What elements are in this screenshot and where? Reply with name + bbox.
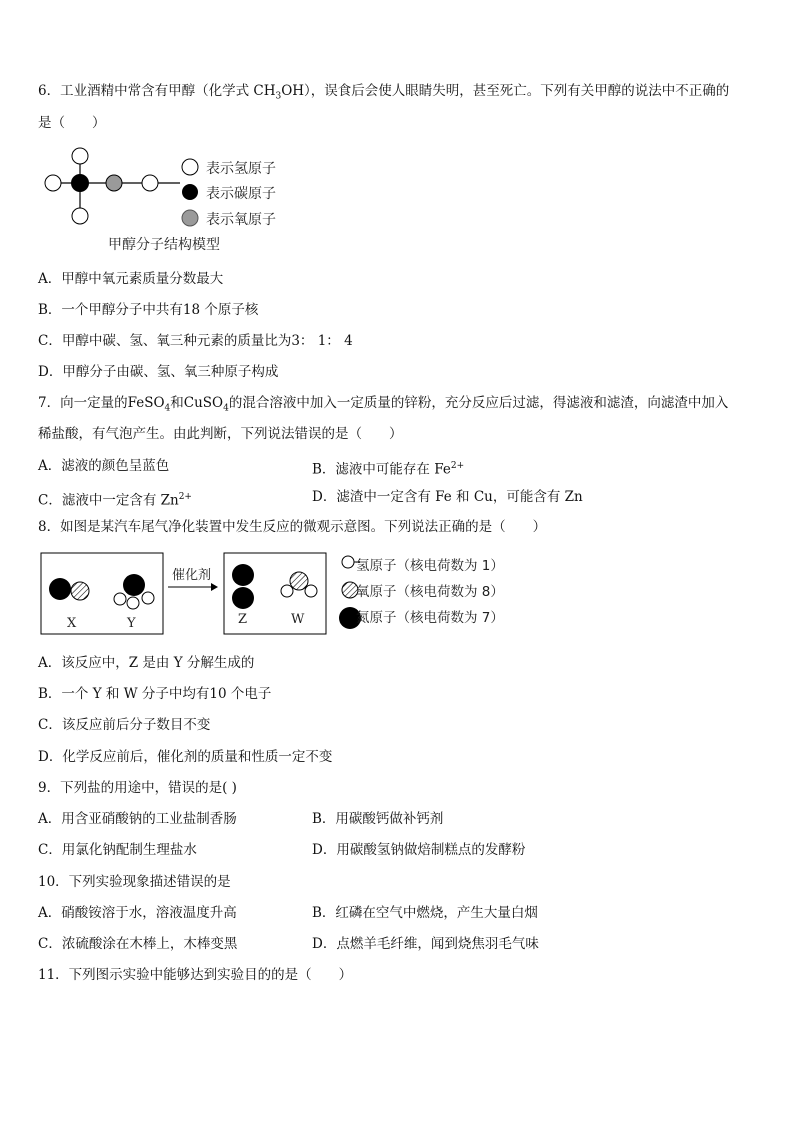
q10-stem: 10．下列实验现象描述错误的是 [38, 874, 231, 890]
hydrogen-atom [127, 597, 139, 609]
label-x: X [67, 616, 77, 631]
q7-stem-line2: 稀盐酸，有气泡产生。由此判断，下列说法错误的是（ ） [38, 426, 403, 442]
q6-option-d: D．甲醇分子由碳、氢、氧三种原子构成 [38, 364, 279, 380]
hydrogen-atom [114, 593, 126, 605]
q10-option-c: C．浓硫酸涂在木棒上，木棒变黑 [38, 936, 238, 952]
q9-option-b: B．用碳酸钙做补钙剂 [312, 811, 444, 827]
q7-option-b: B．滤液中可能存在 $Fe^{2+}$ [312, 461, 465, 478]
hydrogen-atom [72, 148, 88, 164]
q8-option-a: A．该反应中，Z 是由 Y 分解生成的 [38, 655, 255, 671]
oxygen-atom [106, 175, 122, 191]
q8-legend-oxygen: 氧原子（核电荷数为 8） [356, 584, 504, 600]
q9-stem: 9．下列盐的用途中，错误的是( ) [38, 780, 237, 796]
q6-legend-carbon: 表示碳原子 [206, 186, 276, 202]
nitrogen-atom [232, 587, 254, 609]
q9-option-c: C．用氯化钠配制生理盐水 [38, 842, 197, 858]
nitrogen-atom [123, 574, 145, 596]
q9-option-a: A．用含亚硝酸钠的工业盐制香肠 [38, 811, 237, 827]
q10-option-b: B．红磷在空气中燃烧，产生大量白烟 [312, 905, 538, 921]
q10-option-a: A．硝酸铵溶于水，溶液温度升高 [38, 905, 237, 921]
hydrogen-atom [142, 592, 154, 604]
oxygen-legend-icon [182, 210, 198, 226]
carbon-legend-icon [182, 184, 198, 200]
nitrogen-atom [232, 564, 254, 586]
label-w: W [291, 612, 305, 627]
q8-option-d: D．化学反应前后，催化剂的质量和性质一定不变 [38, 749, 333, 765]
q6-legend-icons [180, 158, 200, 230]
hydrogen-atom [72, 208, 88, 224]
arrow-head [211, 583, 218, 591]
nitrogen-atom [49, 578, 71, 600]
oxygen-atom [71, 582, 89, 600]
q11-stem: 11．下列图示实验中能够达到实验目的的是（ ） [38, 967, 353, 983]
q8-option-b: B．一个 Y 和 W 分子中均有10 个电子 [38, 686, 272, 702]
carbon-atom [72, 175, 89, 192]
q8-stem: 8．如图是某汽车尾气净化装置中发生反应的微观示意图。下列说法正确的是（ ） [38, 519, 547, 535]
oxygen-atom [290, 572, 308, 590]
q8-option-c: C．该反应前后分子数目不变 [38, 717, 211, 733]
q8-legend-nitrogen: 氮原子（核电荷数为 7） [356, 610, 504, 626]
hydrogen-atom [45, 175, 61, 191]
q9-option-d: D．用碳酸氢钠做焙制糕点的发酵粉 [312, 842, 526, 858]
label-y: Y [127, 616, 136, 631]
q6-model-caption: 甲醇分子结构模型 [108, 237, 220, 253]
hydrogen-legend-icon [342, 556, 354, 568]
q6-legend-oxygen: 表示氧原子 [206, 212, 276, 228]
q6-option-b: B．一个甲醇分子中共有18 个原子核 [38, 302, 259, 318]
q6-stem-line1: 6．工业酒精中常含有甲醇（化学式 $CH_3OH$），误食后会使人眼睛失明，甚至死亡。下列有关甲醇的说法中不正确的 [38, 83, 730, 102]
q7-option-d: D．滤渣中一定含有 Fe 和 Cu，可能含有 Zn [312, 489, 583, 505]
catalyst-label: 催化剂 [172, 568, 212, 583]
q7-option-c: C．滤液中一定含有 $Zn^{2+}$ [38, 492, 192, 509]
q10-option-d: D．点燃羊毛纤维，闻到烧焦羽毛气味 [312, 936, 539, 952]
methanol-model-diagram [40, 146, 170, 226]
hydrogen-atom [281, 585, 293, 597]
hydrogen-legend-icon [182, 159, 198, 175]
q6-stem-line2: 是（ ） [38, 115, 106, 131]
q7-option-a: A．滤液的颜色呈蓝色 [38, 458, 170, 474]
hydrogen-atom [142, 175, 158, 191]
q8-legend-hydrogen: 氢原子（核电荷数为 1） [356, 558, 504, 574]
hydrogen-atom [305, 585, 317, 597]
q6-legend-hydrogen: 表示氢原子 [206, 161, 276, 177]
q6-option-c: C．甲醇中碳、氢、氧三种元素的质量比为3： 1： 4 [38, 333, 353, 349]
label-z: Z [238, 612, 248, 627]
q7-stem-line1: 7．向一定量的FeSO$_4$和CuSO$_4$的混合溶液中加入一定质量的锌粉，充分反应后过滤，得滤液和滤渣，向滤渣中加入 [38, 395, 729, 414]
q6-option-a: A．甲醇中氧元素质量分数最大 [38, 271, 224, 287]
